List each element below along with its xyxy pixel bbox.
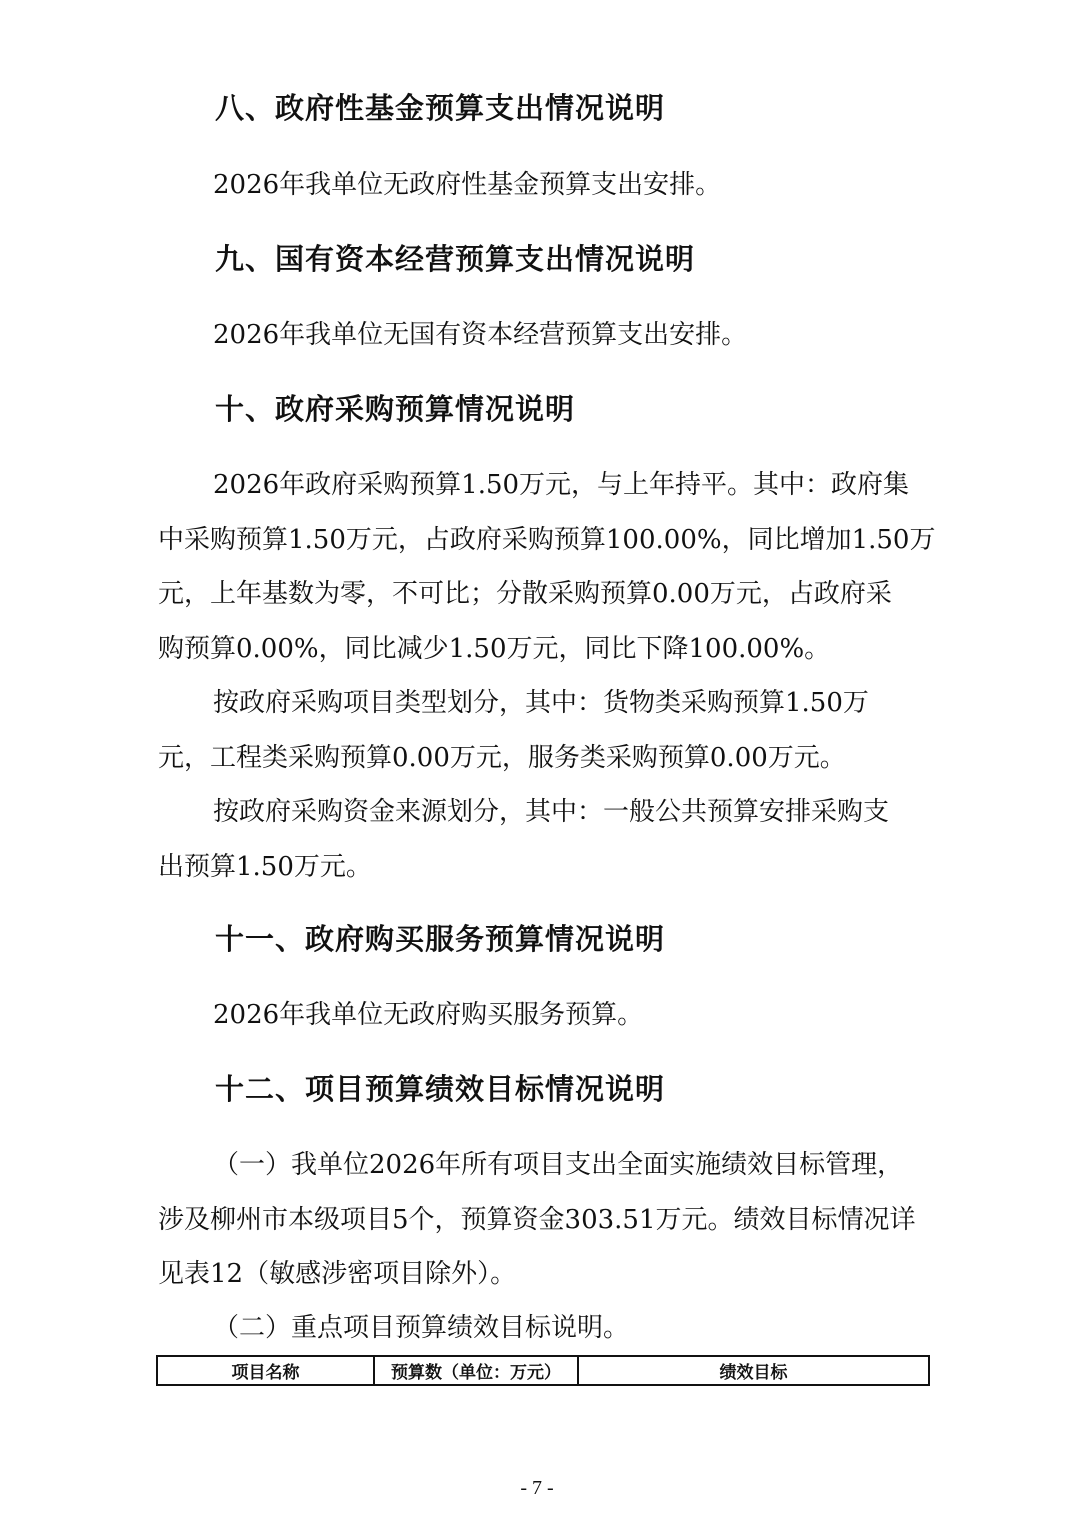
paragraph-line: 见表12（敏感涉密项目除外）。 [158,1259,517,1289]
header-performance-target: 绩效目标 [578,1356,929,1385]
section-8-heading: 八、政府性基金预算支出情况说明 [215,91,666,125]
section-9-body: 2026年我单位无国有资本经营预算支出安排。 [213,320,748,350]
paragraph-line: 元，上年基数为零，不可比；分散采购预算0.00万元，占政府采 [158,579,892,609]
section-10-paragraph-2 [158,676,869,785]
section-12-paragraph-2: （二）重点项目预算绩效目标说明。 [213,1313,630,1343]
paragraph-line: 元，工程类采购预算0.00万元，服务类采购预算0.00万元。 [158,742,846,773]
section-12-heading: 十二、项目预算绩效目标情况说明 [215,1072,666,1106]
section-11-body: 2026年我单位无政府购买服务预算。 [213,1000,644,1030]
paragraph-line: 涉及柳州市本级项目5个，预算资金303.51万元。绩效目标情况详 [158,1204,916,1235]
paragraph-line: 出预算1.50万元。 [158,851,372,882]
section-9-heading: 九、国有资本经营预算支出情况说明 [215,242,696,276]
performance-target-table [156,1355,930,1386]
paragraph-line: 按政府采购资金来源划分，其中：一般公共预算安排采购支 [213,797,890,827]
section-10-heading: 十、政府采购预算情况说明 [215,392,576,426]
section-12-paragraph-1 [158,1138,916,1302]
section-10-paragraph-3 [158,785,889,894]
header-project-name: 项目名称 [157,1356,374,1385]
paragraph-line: 按政府采购项目类型划分，其中：货物类采购预算1.50万 [213,688,869,718]
section-10-paragraph-1 [158,458,935,676]
paragraph-line: （一）我单位2026年所有项目支出全面实施绩效目标管理， [213,1150,904,1180]
section-11-heading: 十一、政府购买服务预算情况说明 [215,922,666,956]
paragraph-line: 购预算0.00%，同比减少1.50万元，同比下降100.00%。 [158,633,831,664]
table-header-row [157,1356,929,1385]
paragraph-line: 2026年政府采购预算1.50万元，与上年持平。其中：政府集 [213,470,910,500]
section-8-body: 2026年我单位无政府性基金预算支出安排。 [213,170,722,200]
header-budget-amount: 预算数（单位：万元） [374,1356,578,1385]
paragraph-line: 中采购预算1.50万元，占政府采购预算100.00%，同比增加1.50万 [158,524,936,555]
page-number: - 7 - [520,1477,554,1499]
